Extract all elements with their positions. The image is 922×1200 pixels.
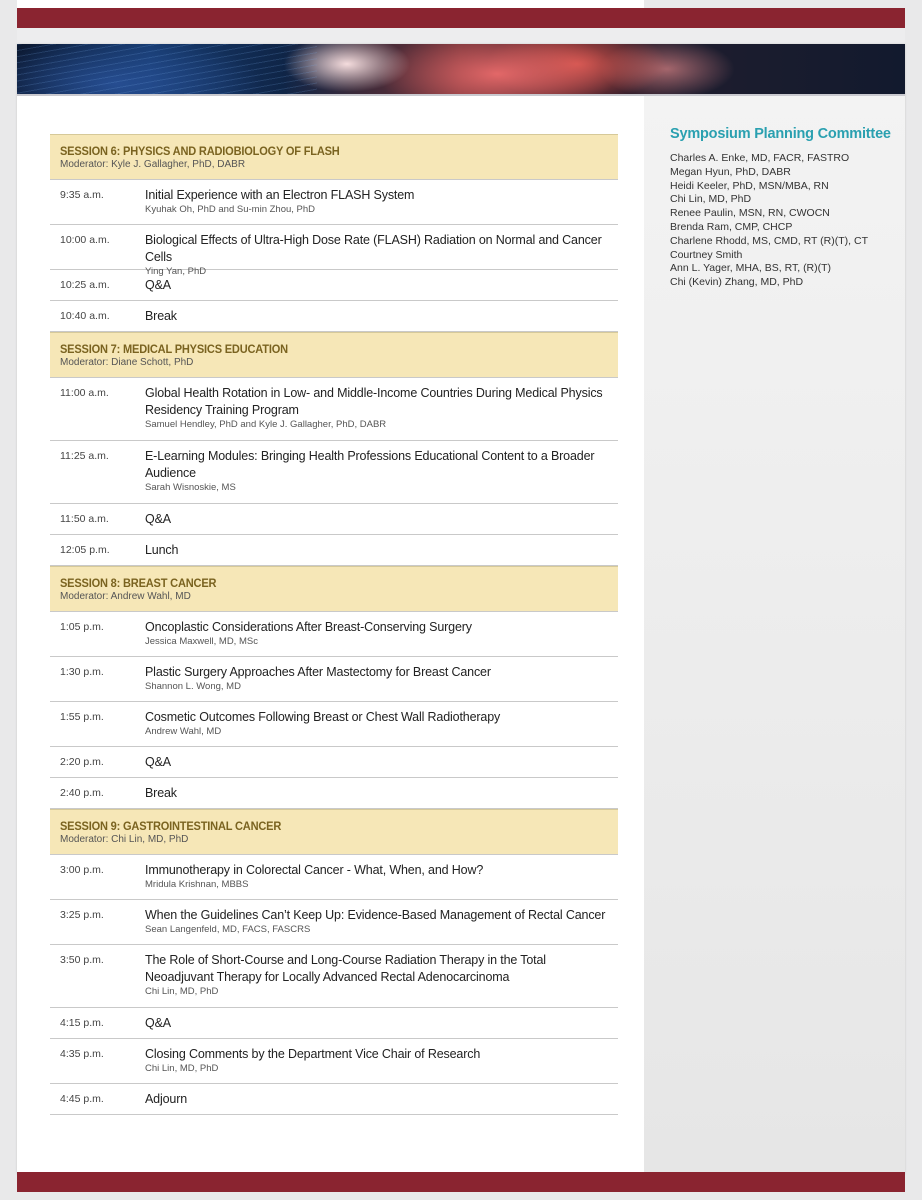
session-time: 3:25 p.m. (60, 909, 104, 921)
schedule-row (50, 225, 618, 277)
talk-title: Plastic Surgery Approaches After Mastectomy for Breast Cancer (145, 665, 491, 679)
committee-member: Brenda Ram, CMP, CHCP (670, 220, 793, 233)
talk-speakers: Ying Yan, PhD (145, 266, 207, 277)
banner-light-streaks (17, 44, 317, 96)
talk-title: Q&A (145, 755, 171, 769)
session-time: 1:30 p.m. (60, 666, 104, 678)
schedule-row (50, 1008, 618, 1039)
session-time: 12:05 p.m. (60, 544, 110, 556)
schedule-row (50, 855, 618, 900)
session-time: 10:25 a.m. (60, 279, 110, 291)
session-header (50, 809, 618, 855)
schedule-row (50, 270, 618, 301)
session-title: SESSION 8: BREAST CANCER (60, 576, 217, 590)
talk-block (145, 385, 608, 430)
talk-block (145, 277, 608, 294)
page-gap (17, 28, 905, 44)
talk-block (145, 542, 608, 559)
talk-title: Break (145, 309, 177, 323)
session-header (50, 566, 618, 612)
talk-title: Q&A (145, 1016, 171, 1030)
session-time: 4:45 p.m. (60, 1093, 104, 1105)
schedule-row (50, 180, 618, 225)
session-time: 11:00 a.m. (60, 387, 109, 399)
talk-block (145, 511, 608, 528)
brochure-page (17, 44, 905, 1174)
session-title: SESSION 6: PHYSICS AND RADIOBIOLOGY OF FLASH (60, 144, 340, 158)
talk-speakers: Andrew Wahl, MD (145, 726, 222, 737)
committee-title: Symposium Planning Committee (670, 126, 891, 142)
session-time: 2:20 p.m. (60, 756, 104, 768)
talk-block (145, 448, 608, 493)
schedule-row (50, 945, 618, 1008)
session-time: 11:25 a.m. (60, 450, 109, 462)
session-moderator: Moderator: Diane Schott, PhD (60, 357, 194, 368)
talk-block (145, 1015, 608, 1032)
committee-member: Charlene Rhodd, MS, CMD, RT (R)(T), CT (670, 234, 868, 247)
talk-block (145, 709, 608, 737)
session-title: SESSION 7: MEDICAL PHYSICS EDUCATION (60, 342, 288, 356)
session-time: 1:05 p.m. (60, 621, 104, 633)
session-moderator: Moderator: Chi Lin, MD, PhD (60, 834, 189, 845)
talk-speakers: Jessica Maxwell, MD, MSc (145, 636, 258, 647)
talk-title: Q&A (145, 512, 171, 526)
session-title: SESSION 9: GASTROINTESTINAL CANCER (60, 819, 282, 833)
talk-block (145, 862, 608, 890)
schedule-row (50, 441, 618, 504)
schedule-row (50, 1084, 618, 1115)
schedule-row (50, 778, 618, 809)
session-time: 2:40 p.m. (60, 787, 104, 799)
session-header (50, 332, 618, 378)
committee-member: Chi (Kevin) Zhang, MD, PhD (670, 276, 804, 289)
talk-block (145, 785, 608, 802)
talk-block (145, 754, 608, 771)
talk-speakers: Sarah Wisnoskie, MS (145, 482, 236, 493)
schedule-row (50, 900, 618, 945)
schedule-row (50, 504, 618, 535)
committee-member: Ann L. Yager, MHA, BS, RT, (R)(T) (670, 262, 832, 275)
top-accent-bar (17, 8, 905, 28)
schedule-row (50, 301, 618, 332)
session-time: 9:35 a.m. (60, 189, 104, 201)
talk-block (145, 952, 608, 997)
schedule-row (50, 378, 618, 441)
talk-block (145, 907, 608, 935)
schedule-row (50, 535, 618, 566)
session-time: 3:50 p.m. (60, 954, 104, 966)
session-time: 4:15 p.m. (60, 1017, 104, 1029)
talk-block (145, 1091, 608, 1108)
session-time: 1:55 p.m. (60, 711, 104, 723)
talk-title: Biological Effects of Ultra-High Dose Rate (FLASH) Radiation on Normal and Cancer Cells (145, 233, 602, 264)
top-margin (17, 0, 644, 8)
session-time: 3:00 p.m. (60, 864, 104, 876)
schedule-table (50, 134, 618, 1115)
talk-block (145, 308, 608, 325)
schedule-row (50, 612, 618, 657)
talk-title: Initial Experience with an Electron FLASH System (145, 188, 415, 202)
schedule-row (50, 747, 618, 778)
committee-member: Renee Paulin, MSN, RN, CWOCN (670, 207, 830, 220)
sidebar (644, 96, 905, 1174)
talk-title: Cosmetic Outcomes Following Breast or Chest Wall Radiotherapy (145, 710, 501, 724)
session-moderator: Moderator: Kyle J. Gallagher, PhD, DABR (60, 159, 246, 170)
talk-title: Adjourn (145, 1092, 188, 1106)
talk-title: Q&A (145, 278, 171, 292)
talk-speakers: Mridula Krishnan, MBBS (145, 879, 249, 890)
committee-member: Charles A. Enke, MD, FACR, FASTRO (670, 152, 850, 164)
talk-title: When the Guidelines Can’t Keep Up: Evidence-Based Management of Rectal Cancer (145, 908, 606, 922)
session-time: 10:00 a.m. (60, 234, 110, 246)
talk-block (145, 664, 608, 692)
committee-member: Courtney Smith (670, 248, 743, 261)
session-time: 10:40 a.m. (60, 310, 110, 322)
session-moderator: Moderator: Andrew Wahl, MD (60, 591, 191, 602)
talk-title: The Role of Short-Course and Long-Course Radiation Therapy in the Total Neoadjuvant Therapy for Locally Advanced Rectal Adenocarcinoma (145, 953, 546, 984)
bottom-accent-bar (17, 1172, 905, 1192)
schedule-row (50, 702, 618, 747)
talk-speakers: Kyuhak Oh, PhD and Su-min Zhou, PhD (145, 204, 316, 215)
talk-speakers: Chi Lin, MD, PhD (145, 986, 219, 997)
session-time: 11:50 a.m. (60, 513, 109, 525)
session-time: 4:35 p.m. (60, 1048, 104, 1060)
talk-title: E-Learning Modules: Bringing Health Professions Educational Content to a Broader Audience (145, 449, 595, 480)
committee-member: Chi Lin, MD, PhD (670, 193, 752, 206)
talk-block (145, 1046, 608, 1074)
talk-speakers: Samuel Hendley, PhD and Kyle J. Gallagher, PhD, DABR (145, 419, 387, 430)
talk-speakers: Shannon L. Wong, MD (145, 681, 241, 692)
talk-title: Break (145, 786, 177, 800)
schedule-row (50, 1039, 618, 1084)
talk-title: Closing Comments by the Department Vice Chair of Research (145, 1047, 481, 1061)
schedule-row (50, 657, 618, 702)
talk-title: Global Health Rotation in Low- and Middle-Income Countries During Medical Physics Residency Training Program (145, 386, 603, 417)
committee-member: Megan Hyun, PhD, DABR (670, 165, 791, 178)
committee-member: Heidi Keeler, PhD, MSN/MBA, RN (670, 179, 829, 192)
talk-title: Oncoplastic Considerations After Breast-Conserving Surgery (145, 620, 472, 634)
talk-title: Lunch (145, 543, 179, 557)
session-header (50, 134, 618, 180)
talk-speakers: Chi Lin, MD, PhD (145, 1063, 219, 1074)
talk-block (145, 619, 608, 647)
committee-list (670, 152, 868, 290)
header-banner-image (17, 44, 905, 96)
talk-speakers: Sean Langenfeld, MD, FACS, FASCRS (145, 924, 311, 935)
talk-block (145, 187, 608, 215)
talk-title: Immunotherapy in Colorectal Cancer - What, When, and How? (145, 863, 484, 877)
